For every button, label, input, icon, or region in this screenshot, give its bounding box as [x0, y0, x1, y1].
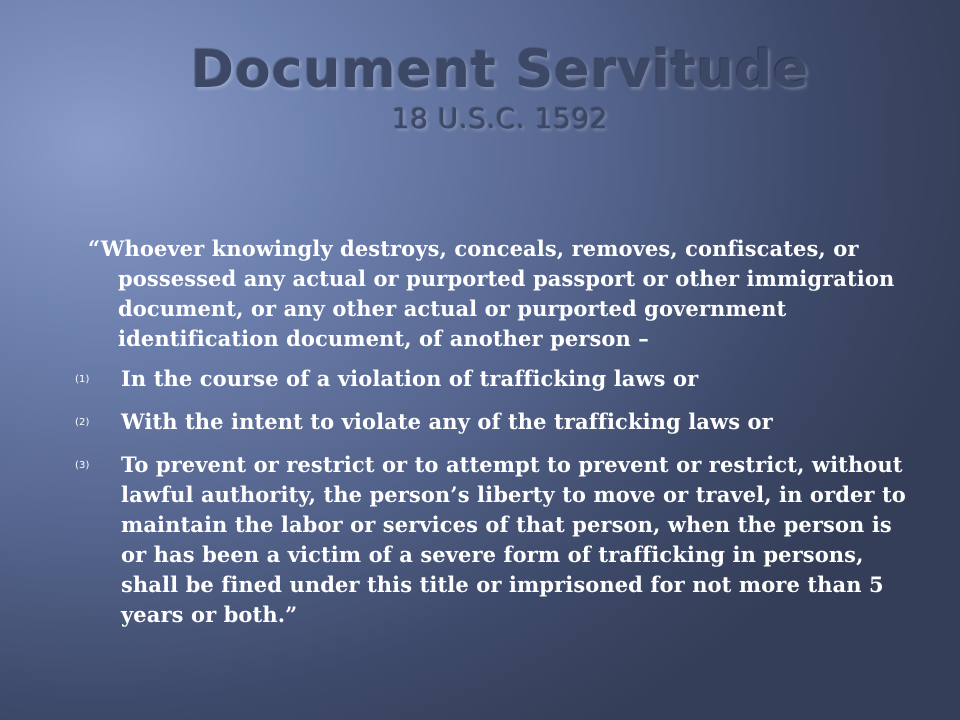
list-item [75, 364, 918, 395]
item-number: (1) [75, 374, 90, 385]
statute-text [75, 234, 918, 642]
title-block [150, 38, 850, 136]
list-item [75, 450, 918, 630]
item-text: To prevent or restrict or to attempt to prevent or restrict, without lawful authority, the person’s liberty to move or travel, in order to maintain the labor or services of that person, when the person is or has been a victim of a severe form of trafficking in persons, shall be fined under this title or imprisoned for not more than 5 years or both.” [121, 452, 906, 627]
numbered-list [75, 364, 918, 630]
intro-paragraph: “Whoever knowingly destroys, conceals, removes, confiscates, or possessed any actual or purported passport or other immigration document, or any other actual or purported government identification document, of another person – [88, 236, 895, 351]
slide-title: Document Servitude [190, 40, 810, 100]
slide-subtitle: 18 U.S.C. 1592 [391, 102, 609, 135]
item-number: (2) [75, 417, 90, 428]
list-item [75, 407, 918, 438]
item-number: (3) [75, 460, 90, 471]
item-text: With the intent to violate any of the trafficking laws or [121, 409, 773, 434]
item-text: In the course of a violation of trafficking laws or [121, 366, 699, 391]
